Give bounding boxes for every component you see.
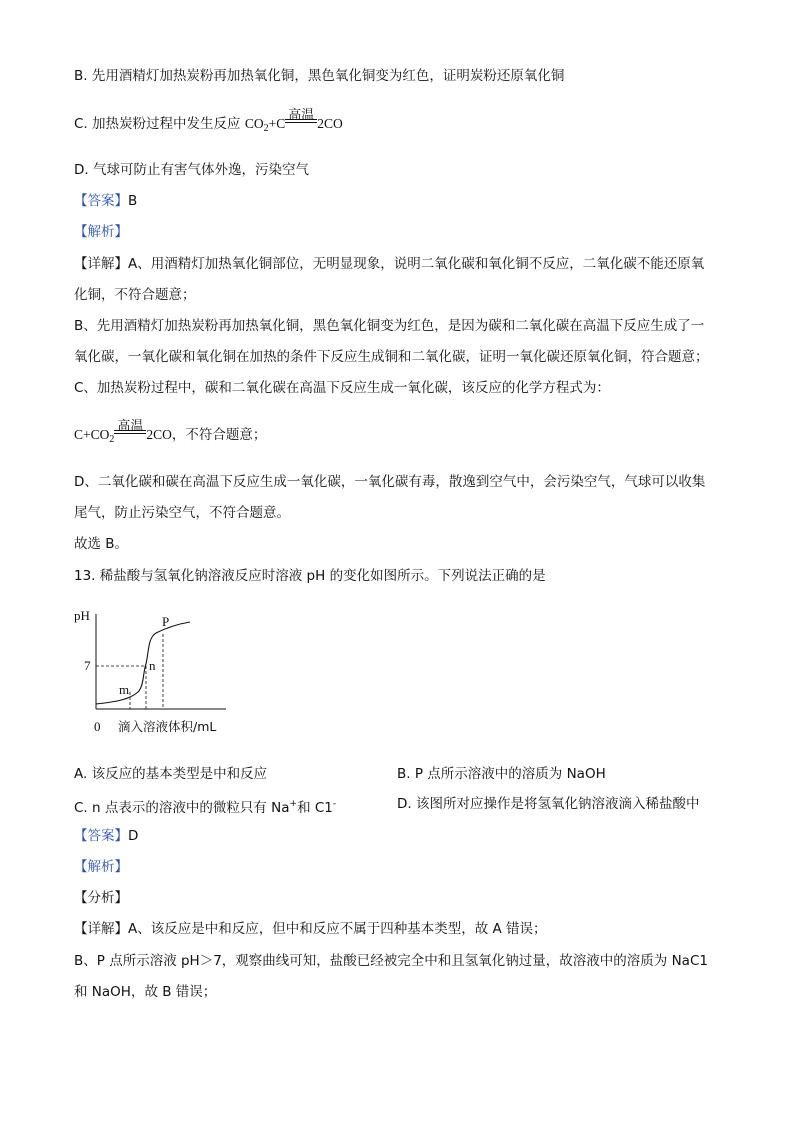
q12-detail-c-1: C、加热炭粉过程中，碳和二氧化碳在高温下反应生成一氧化碳，该反应的化学方程式为： — [74, 380, 610, 396]
q13-detail-b-1: B、P 点所示溶液 pH＞7，观察曲线可知，盐酸已经被完全中和且氢氧化钠过量，故溶液中的溶质为 NaC1 — [74, 953, 708, 969]
y-axis-label: pH — [74, 608, 90, 623]
q12-detail-d-1: D、二氧化碳和碳在高温下反应生成一氧化碳，一氧化碳有毒，散逸到空气中，会污染空气，气球可以收集 — [74, 474, 706, 490]
detail-c-eq-right: 2CO — [146, 427, 172, 442]
ph-curve — [96, 622, 190, 704]
point-p-label: P — [162, 614, 170, 629]
point-n-label: n — [149, 658, 156, 673]
answer-value: B — [128, 193, 138, 209]
q12-option-d: D. 气球可防止有害气体外逸，污染空气 — [74, 162, 309, 178]
y-tick-7: 7 — [84, 658, 91, 673]
q13-option-d: D. 该图所对应操作是将氢氧化钠溶液滴入稀盐酸中 — [397, 796, 700, 812]
point-m-label: m — [119, 682, 130, 697]
answer-value: D — [128, 828, 139, 844]
answer-label: 【答案】 — [74, 828, 128, 844]
q12-detail-a-1: 【详解】A、用酒精灯加热氧化铜部位，无明显现象，说明二氧化碳和氧化铜不反应，二氧化碳不能还原氧 — [74, 256, 705, 272]
reaction-condition: 高温 — [285, 124, 317, 128]
q12-option-b: B. 先用酒精灯加热炭粉再加热氧化铜，黑色氧化铜变为红色，证明炭粉还原氧化铜 — [74, 68, 565, 84]
x-axis-label: 滴入溶液体积/mL — [118, 719, 217, 734]
detail-c-eq-left: $C+CO_2$ — [74, 427, 115, 445]
q13-option-a: A. 该反应的基本类型是中和反应 — [74, 766, 268, 782]
q13-detail-b-2: 和 NaOH，故 B 错误； — [74, 984, 217, 1000]
q12-option-c — [74, 108, 343, 139]
q13-option-b: B. P 点所示溶液中的溶质为 NaOH — [397, 766, 606, 782]
detail-c-tail: ，不符合题意； — [171, 427, 267, 443]
q12-detail-d-2: 尾气，防止污染空气，不符合题意。 — [74, 505, 290, 521]
q13-option-c: C. n 点表示的溶液中的微粒只有 Na+和 C1- — [74, 799, 337, 816]
q12-detail-b-2: 氧化碳，一氧化碳和氧化铜在加热的条件下反应生成铜和二氧化碳，证明一氧化碳还原氧化铜，符合题意； — [74, 349, 709, 365]
ph-titration-graph — [74, 606, 234, 736]
q12-answer — [74, 191, 137, 211]
q13-analysis-label: 【解析】 — [74, 859, 128, 875]
q12-analysis-label: 【解析】 — [74, 224, 128, 240]
q12-option-c-prefix: C. 加热炭粉过程中发生反应 — [74, 116, 245, 132]
reaction-condition: 高温 — [114, 435, 146, 439]
q13-stem: 13. 稀盐酸与氢氧化钠溶液反应时溶液 pH 的变化如图所示。下列说法正确的是 — [74, 568, 546, 584]
answer-label: 【答案】 — [74, 193, 128, 209]
q13-answer — [74, 826, 138, 846]
q13-fenxi-label: 【分析】 — [74, 890, 128, 906]
origin-label: 0 — [94, 719, 101, 734]
q12-detail-c-equation — [74, 419, 267, 450]
q12-detail-a-2: 化铜，不符合题意； — [74, 287, 196, 303]
q12-conclusion: 故选 B。 — [74, 536, 129, 552]
q12-option-c-eq-right: 2CO — [317, 116, 343, 131]
q12-option-c-eq-left: $CO_2+C$ — [244, 116, 286, 134]
q12-detail-b-1: B、先用酒精灯加热炭粉再加热氧化铜，黑色氧化铜变为红色，是因为碳和二氧化碳在高温下反应生成了一 — [74, 318, 705, 334]
q13-detail-a: 【详解】A、该反应是中和反应，但中和反应不属于四种基本类型，故 A 错误； — [74, 921, 547, 937]
